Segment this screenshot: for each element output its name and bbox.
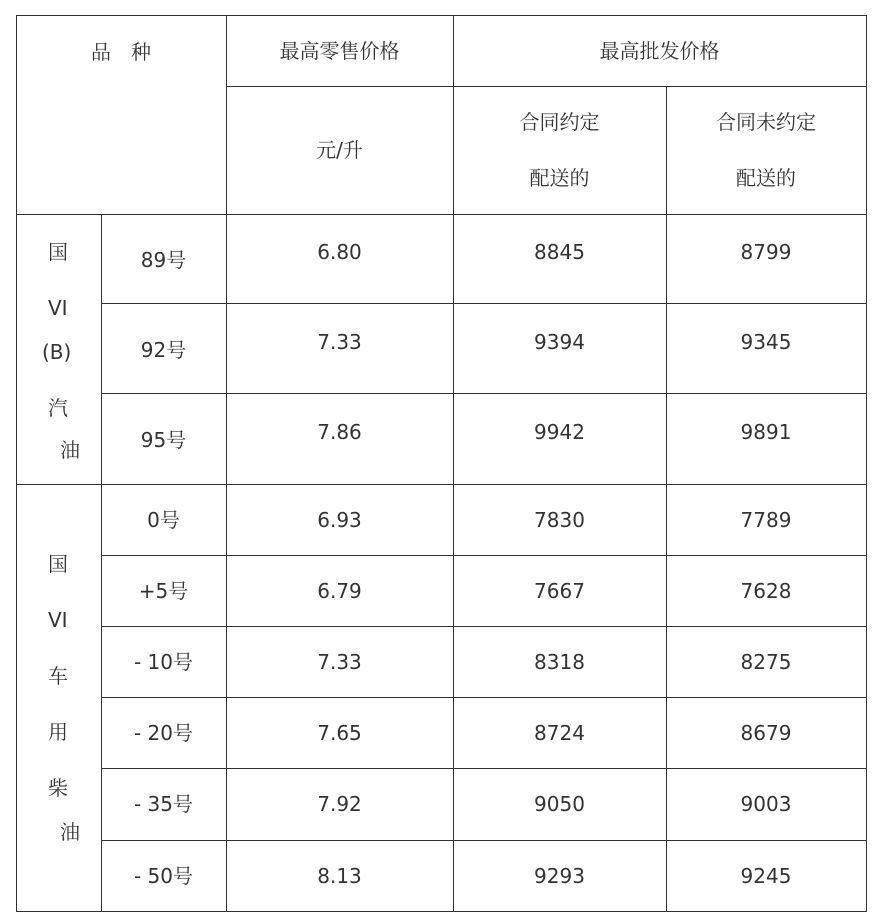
diesel-label-char: 油 [60, 820, 80, 844]
retail-price-cell [226, 697, 453, 768]
agreed-price: 7667 [534, 578, 585, 603]
agreed-price: 8318 [534, 649, 585, 674]
retail-price-cell [226, 214, 453, 303]
not-agreed-price: 7789 [740, 507, 792, 532]
retail-price: 6.93 [317, 507, 362, 532]
agreed-price: 9942 [534, 420, 585, 444]
grade-cell [101, 626, 226, 697]
grade-cell [101, 555, 226, 626]
grade-label: - 35号 [133, 792, 194, 816]
contract-not-agreed-header [666, 86, 866, 214]
contract-agreed-header [453, 86, 666, 214]
contract-not-agreed-line1: 合同未约定 [716, 110, 816, 134]
agreed-price: 8724 [534, 720, 585, 745]
agreed-price-cell [453, 626, 666, 697]
unit-label: 元/升 [316, 138, 363, 162]
retail-price-cell [226, 303, 453, 393]
retail-price: 7.65 [317, 720, 362, 745]
not-agreed-price-cell [666, 555, 866, 626]
grade-label: 89号 [140, 248, 187, 272]
retail-price: 7.86 [317, 420, 362, 444]
not-agreed-price: 9891 [740, 420, 792, 444]
agreed-price-cell [453, 768, 666, 840]
agreed-price-cell [453, 697, 666, 768]
max-retail-header-label: 最高零售价格 [279, 38, 400, 63]
contract-not-agreed-line2: 配送的 [736, 166, 796, 190]
grade-cell [101, 393, 226, 484]
max-retail-header [226, 15, 453, 86]
variety-header [16, 15, 226, 214]
grade-label: 92号 [140, 338, 187, 362]
grade-cell [101, 303, 226, 393]
retail-price: 7.33 [317, 330, 362, 354]
retail-price-cell [226, 768, 453, 840]
diesel-label-char: 用 [48, 720, 68, 744]
agreed-price-cell [453, 484, 666, 555]
not-agreed-price: 9003 [740, 792, 792, 816]
agreed-price: 9293 [534, 863, 585, 888]
agreed-price-cell [453, 303, 666, 393]
grade-cell [101, 484, 226, 555]
grade-label: +5号 [138, 578, 189, 603]
agreed-price-cell [453, 555, 666, 626]
grade-label: 95号 [140, 428, 187, 452]
diesel-label-char: 国 [48, 552, 68, 576]
grade-label: - 20号 [133, 720, 194, 745]
not-agreed-price-cell [666, 484, 866, 555]
retail-price-cell [226, 484, 453, 555]
retail-price: 7.92 [317, 792, 362, 816]
not-agreed-price-cell [666, 626, 866, 697]
max-wholesale-header [453, 15, 866, 86]
grade-cell [101, 214, 226, 303]
diesel-group-label [16, 484, 101, 912]
retail-price-cell [226, 555, 453, 626]
not-agreed-price: 8799 [740, 240, 792, 264]
grade-cell [101, 840, 226, 911]
not-agreed-price-cell [666, 393, 866, 484]
agreed-price: 7830 [534, 507, 585, 532]
not-agreed-price: 9345 [740, 330, 792, 354]
diesel-label-char: VI [48, 608, 68, 632]
agreed-price-cell [453, 840, 666, 911]
gasoline-label-char: 国 [48, 240, 68, 264]
agreed-price: 8845 [534, 240, 585, 264]
contract-agreed-line1: 合同约定 [519, 110, 600, 134]
retail-price: 8.13 [317, 863, 362, 888]
agreed-price-cell [453, 214, 666, 303]
not-agreed-price-cell [666, 768, 866, 840]
grade-label: - 50号 [133, 863, 194, 888]
retail-price: 7.33 [317, 649, 362, 674]
retail-price-cell [226, 393, 453, 484]
unit-header [226, 86, 453, 214]
max-wholesale-header-label: 最高批发价格 [599, 38, 720, 63]
gasoline-label-char: VI [48, 296, 68, 320]
not-agreed-price-cell [666, 697, 866, 768]
not-agreed-price: 8679 [740, 720, 792, 745]
gasoline-label-char: (B) [42, 340, 72, 364]
not-agreed-price-cell [666, 840, 866, 911]
retail-price: 6.80 [317, 240, 362, 264]
agreed-price-cell [453, 393, 666, 484]
retail-price-cell [226, 840, 453, 911]
diesel-label-char: 车 [48, 664, 68, 688]
agreed-price: 9050 [534, 792, 585, 816]
gasoline-group-label [16, 214, 101, 484]
gasoline-label-char: 油 [60, 438, 80, 462]
not-agreed-price-cell [666, 303, 866, 393]
grade-cell [101, 768, 226, 840]
retail-price: 6.79 [317, 578, 362, 603]
not-agreed-price-cell [666, 214, 866, 303]
grade-cell [101, 697, 226, 768]
diesel-label-char: 柴 [48, 776, 68, 800]
variety-header-label: 品 种 [91, 40, 151, 64]
not-agreed-price: 8275 [740, 649, 792, 674]
grade-label: 0号 [147, 507, 180, 532]
contract-agreed-line2: 配送的 [529, 166, 590, 190]
not-agreed-price: 7628 [740, 578, 792, 603]
grade-label: - 10号 [133, 649, 194, 674]
not-agreed-price: 9245 [740, 863, 792, 888]
agreed-price: 9394 [534, 330, 585, 354]
gasoline-label-char: 汽 [48, 396, 68, 420]
retail-price-cell [226, 626, 453, 697]
